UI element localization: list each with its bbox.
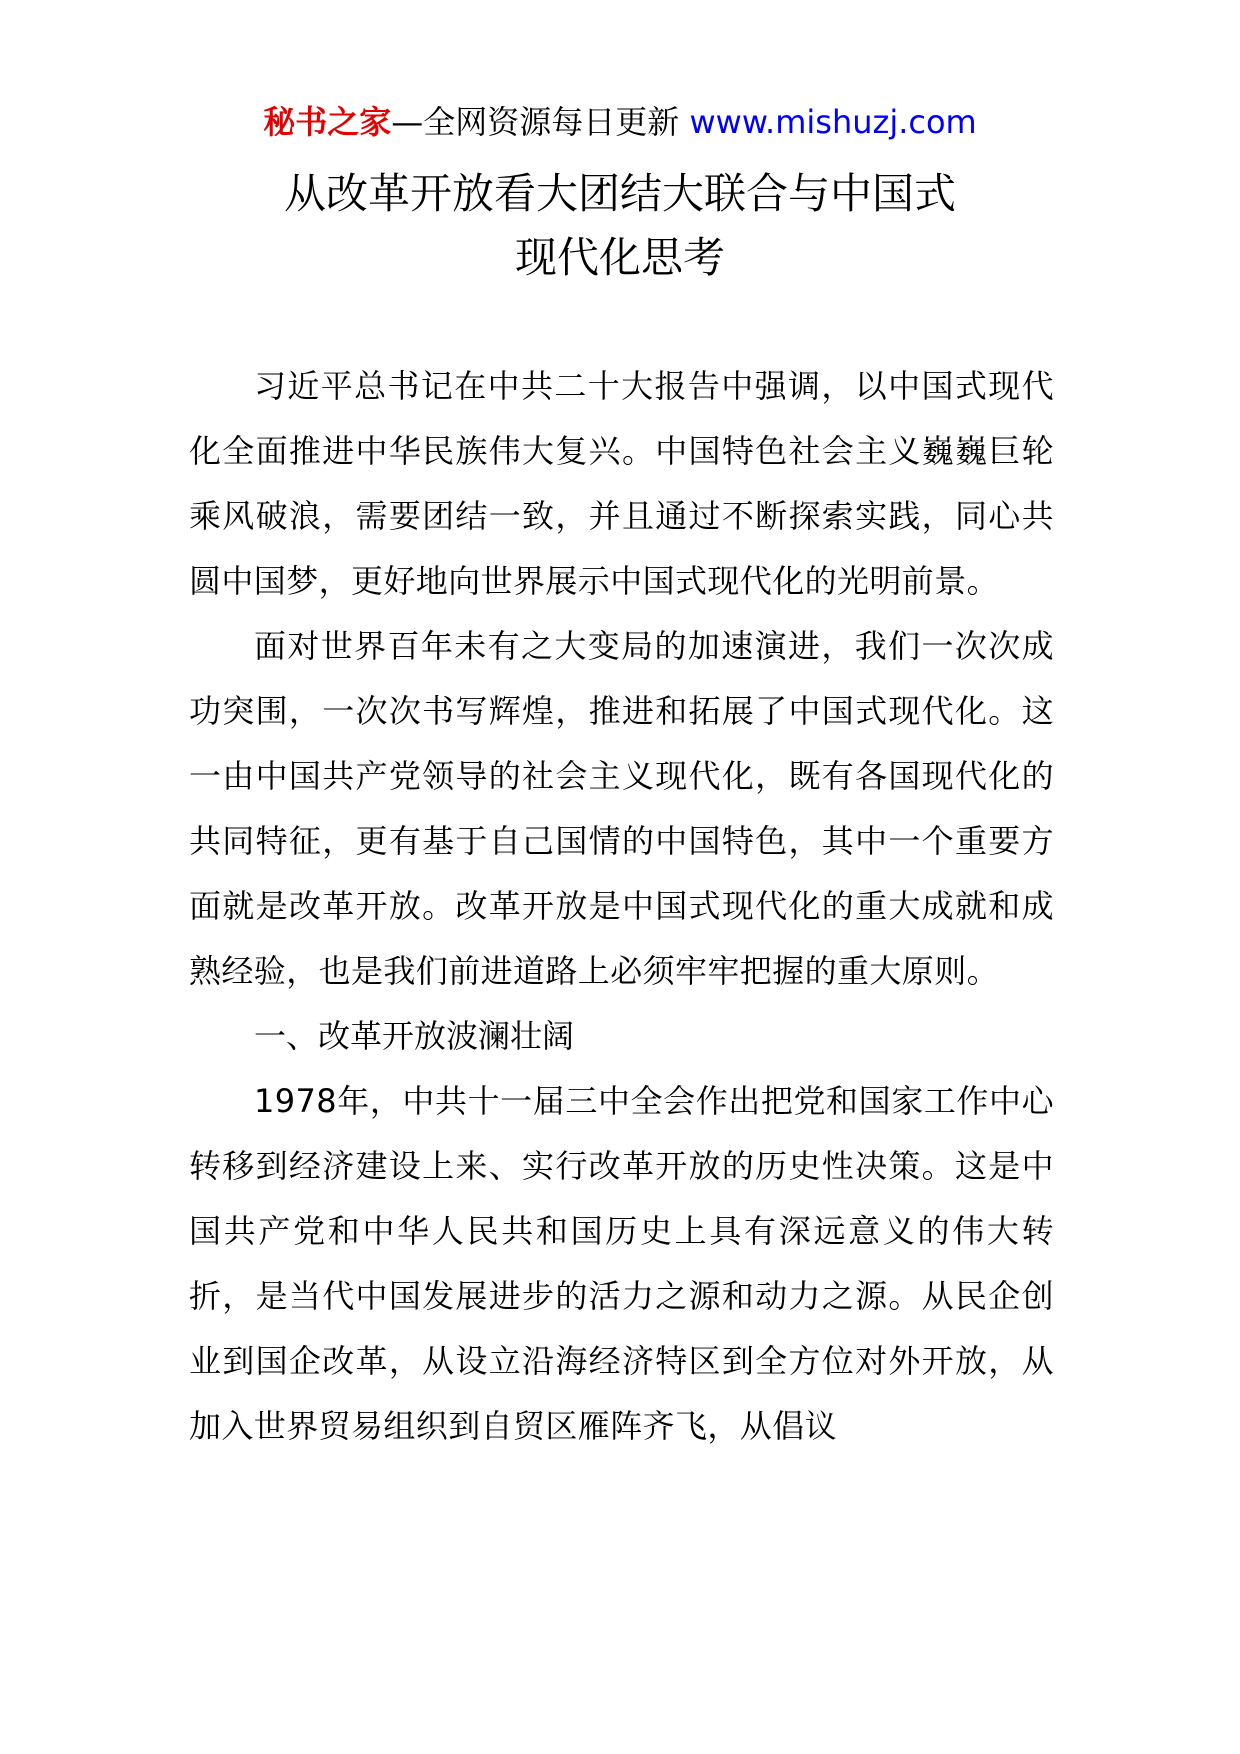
title-line-1: 从改革开放看大团结大联合与中国式 bbox=[283, 169, 956, 218]
header-tagline: —全网资源每日更新 bbox=[391, 103, 680, 141]
section-heading: 一、改革开放波澜壮阔 bbox=[254, 1017, 575, 1055]
paragraph-context: 面对世界百年未有之大变局的加速演进，我们一次次成功突围，一次次书写辉煌，推进和拓展了中国式现代化。这一由中国共产党领导的社会主义现代化，既有各国现代化的共同特征，更有基于自己国情的中国特色，其中一个重要方面就是改革开放。改革开放是中国式现代化的重大成就和成熟经验，也是我们前进道路上必须牢牢把握的重大原则。 bbox=[189, 627, 1054, 990]
brand-name: 秘书之家 bbox=[263, 103, 392, 141]
title-line-2: 现代化思考 bbox=[514, 233, 725, 282]
paragraph-history: 1978年，中共十一届三中全会作出把党和国家工作中心转移到经济建设上来、实行改革开放的历史性决策。这是中国共产党和中华人民共和国历史上具有深远意义的伟大转折，是当代中国发展进步的活力之源和动力之源。从民企创业到国企改革，从设立沿海经济特区到全方位对外开放，从加入世界贸易组织到自贸区雁阵齐飞，从倡议 bbox=[189, 1082, 1054, 1445]
document-body bbox=[189, 354, 1054, 1459]
site-header bbox=[0, 100, 1240, 144]
document-title bbox=[0, 162, 1240, 290]
site-url-link[interactable]: www.mishuzj.com bbox=[689, 103, 977, 141]
paragraph-intro: 习近平总书记在中共二十大报告中强调，以中国式现代化全面推进中华民族伟大复兴。中国特色社会主义巍巍巨轮乘风破浪，需要团结一致，并且通过不断探索实践，同心共圆中国梦，更好地向世界展示中国式现代化的光明前景。 bbox=[189, 367, 1054, 600]
